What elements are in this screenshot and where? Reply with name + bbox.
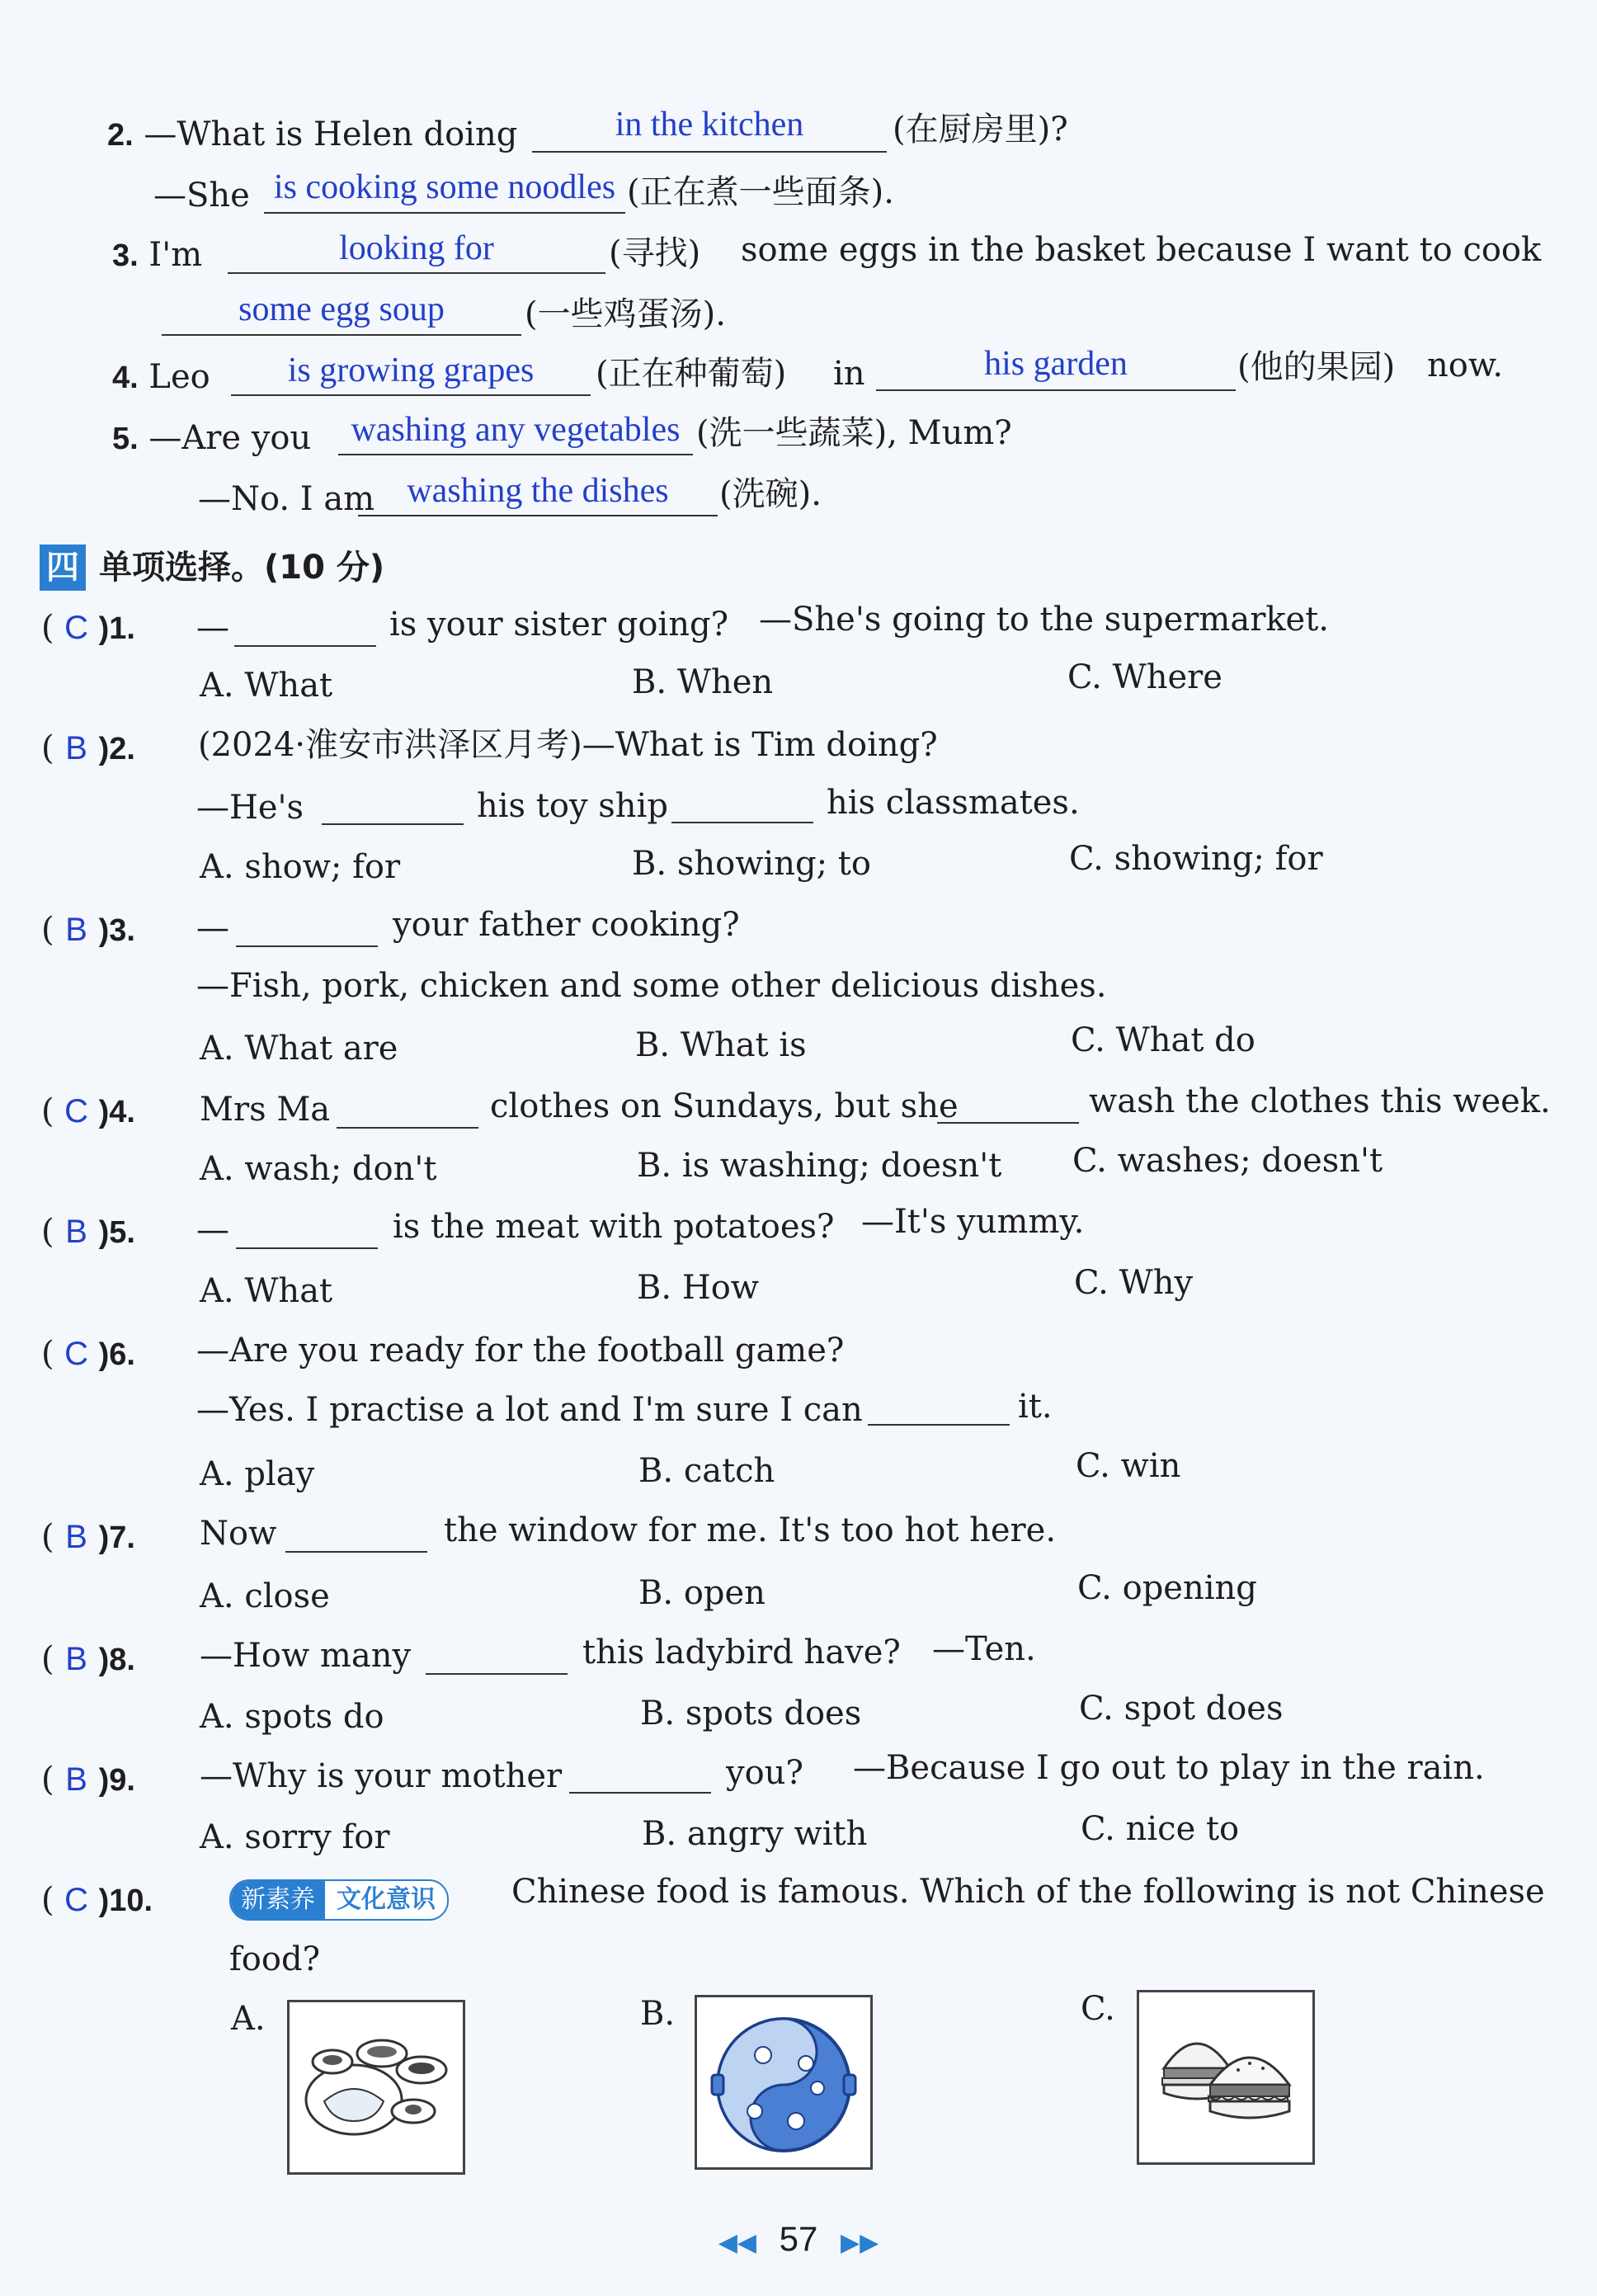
q4s4-option-b[interactable]: B. is washing; doesn't bbox=[637, 1147, 1002, 1185]
q2-line2-prefix: —She bbox=[153, 177, 250, 215]
q2s4-answer: B bbox=[65, 730, 87, 766]
q8-answer-paren: ( B )8. bbox=[41, 1640, 135, 1678]
q8-number: )8. bbox=[98, 1643, 135, 1677]
q10-stem2: food? bbox=[229, 1940, 321, 1978]
q2s4-blank2 bbox=[671, 822, 813, 823]
q6-option-b[interactable]: B. catch bbox=[638, 1452, 775, 1490]
q2-line1-prefix: —What is Helen doing bbox=[144, 116, 518, 153]
q8-option-c[interactable]: C. spot does bbox=[1079, 1690, 1284, 1728]
q3s4-stem2: —Fish, pork, chicken and some other delicious dishes. bbox=[196, 967, 1107, 1005]
q2s4-answer-paren: ( B )2. bbox=[41, 729, 135, 767]
q3s4-number: )3. bbox=[98, 913, 135, 948]
literacy-tag bbox=[229, 1879, 449, 1921]
q3-hint2: (一些鸡蛋汤). bbox=[525, 295, 726, 333]
q7-option-a[interactable]: A. close bbox=[200, 1577, 330, 1615]
culture-tag-label: 文化意识 bbox=[325, 1881, 447, 1919]
q9-answer-paren: ( B )9. bbox=[41, 1761, 135, 1799]
q4-blank1 bbox=[231, 394, 591, 396]
q10-stem-a: Chinese food is famous. Which of the following is not Chinese bbox=[511, 1873, 1545, 1911]
q3-number: 3. bbox=[112, 238, 139, 273]
q2-hint2: (正在煮一些面条). bbox=[627, 173, 894, 211]
q10-answer-paren: ( C )10. bbox=[41, 1881, 153, 1919]
q6-stem2-b: it. bbox=[1018, 1388, 1053, 1426]
q7-blank bbox=[285, 1551, 427, 1553]
q6-option-a[interactable]: A. play bbox=[200, 1455, 315, 1493]
q5-line2-prefix: —No. I am bbox=[198, 480, 375, 518]
q3s4-option-c[interactable]: C. What do bbox=[1071, 1021, 1255, 1059]
q4-line1 bbox=[112, 356, 210, 398]
section-four-title: 单项选择。(10 分) bbox=[99, 549, 385, 587]
q4-prefix: Leo bbox=[148, 358, 210, 396]
q4s4-stem-b: clothes on Sundays, but she bbox=[490, 1087, 959, 1125]
q4-answer2: his garden bbox=[984, 345, 1128, 383]
q3-answer2: some egg soup bbox=[238, 290, 445, 328]
q9-stem-a: —Why is your mother bbox=[200, 1757, 563, 1795]
q8-stem-b: this ladybird have? bbox=[582, 1634, 901, 1671]
q10-answer: C bbox=[64, 1882, 89, 1918]
q5s4-blank bbox=[236, 1247, 378, 1249]
q6-number: )6. bbox=[98, 1337, 135, 1372]
q3s4-blank bbox=[236, 945, 378, 947]
q2s4-option-a[interactable]: A. show; for bbox=[200, 848, 401, 886]
page-footer bbox=[0, 2219, 1597, 2259]
q5-line1-prefix: —Are you bbox=[148, 419, 312, 457]
q5-blank2 bbox=[358, 515, 718, 516]
q4s4-blank2 bbox=[937, 1122, 1079, 1124]
q6-answer-paren: ( C )6. bbox=[41, 1335, 135, 1373]
q2s4-blank1 bbox=[322, 823, 464, 825]
q3s4-answer-paren: ( B )3. bbox=[41, 911, 135, 949]
q4s4-answer: C bbox=[64, 1093, 89, 1129]
q4s4-stem-c: wash the clothes this week. bbox=[1089, 1082, 1551, 1120]
q4s4-number: )4. bbox=[98, 1095, 135, 1129]
q5-line1 bbox=[112, 417, 311, 460]
q2-number: 2. bbox=[107, 118, 134, 153]
q8-option-b[interactable]: B. spots does bbox=[640, 1695, 862, 1733]
q1-stem-b: is your sister going? bbox=[389, 606, 729, 644]
hot-pot-icon[interactable] bbox=[695, 1995, 873, 2170]
q5-answer1: washing any vegetables bbox=[351, 411, 681, 449]
q5s4-stem-b: is the meat with potatoes? bbox=[393, 1208, 835, 1246]
q3-line1 bbox=[112, 234, 202, 276]
q7-option-b[interactable]: B. open bbox=[638, 1574, 766, 1612]
q8-stem-a: —How many bbox=[200, 1637, 412, 1675]
q4-mid: in bbox=[833, 355, 865, 393]
q6-option-c[interactable]: C. win bbox=[1076, 1447, 1181, 1485]
q8-option-a[interactable]: A. spots do bbox=[200, 1698, 384, 1736]
q2-blank1 bbox=[532, 151, 887, 153]
q1-stem-c: —She's going to the supermarket. bbox=[759, 601, 1330, 639]
q3-answer1: looking for bbox=[339, 229, 494, 267]
literacy-tag-label: 新素养 bbox=[231, 1881, 325, 1919]
next-page-icon[interactable]: ▶▶ bbox=[841, 2229, 879, 2256]
q2s4-stem2-b: his toy ship bbox=[477, 787, 668, 825]
q5s4-number: )5. bbox=[98, 1215, 135, 1250]
q3s4-option-b[interactable]: B. What is bbox=[635, 1026, 807, 1064]
q2s4-option-c[interactable]: C. showing; for bbox=[1069, 840, 1323, 878]
q2s4-stem2-c: his classmates. bbox=[827, 784, 1080, 822]
q2s4-option-b[interactable]: B. showing; to bbox=[632, 845, 871, 883]
q5-hint2: (洗碗). bbox=[719, 475, 822, 513]
q7-number: )7. bbox=[98, 1520, 135, 1555]
q3s4-option-a[interactable]: A. What are bbox=[200, 1030, 398, 1068]
q2-blank2 bbox=[264, 212, 625, 214]
q3-blank1 bbox=[228, 272, 605, 274]
q5s4-stem-c: —It's yummy. bbox=[861, 1203, 1085, 1241]
q3-hint1: (寻找) bbox=[609, 234, 701, 272]
prev-page-icon[interactable]: ◀◀ bbox=[718, 2229, 756, 2256]
q4-number: 4. bbox=[112, 361, 139, 395]
q6-blank bbox=[868, 1424, 1010, 1426]
q1-stem-a: — bbox=[196, 609, 229, 647]
q5s4-stem-a: — bbox=[196, 1211, 229, 1249]
q7-answer: B bbox=[65, 1519, 87, 1555]
q9-option-c[interactable]: C. nice to bbox=[1081, 1810, 1240, 1848]
q9-number: )9. bbox=[98, 1763, 135, 1798]
q8-answer: B bbox=[65, 1641, 87, 1677]
page-number: 57 bbox=[779, 2219, 818, 2258]
q5-answer2: washing the dishes bbox=[407, 472, 669, 510]
q4-blank2 bbox=[876, 389, 1236, 391]
q1-answer: C bbox=[64, 610, 89, 646]
q1-option-a[interactable]: A. What bbox=[200, 667, 333, 705]
q6-answer: C bbox=[64, 1336, 89, 1372]
q2s4-stem2-a: —He's bbox=[196, 789, 304, 827]
q4s4-blank1 bbox=[337, 1127, 478, 1129]
q6-stem2-a: —Yes. I practise a lot and I'm sure I can bbox=[196, 1391, 863, 1429]
q2s4-number: )2. bbox=[98, 732, 135, 766]
q2-line1 bbox=[107, 114, 517, 156]
dim-sum-plates-icon[interactable] bbox=[287, 2000, 465, 2175]
q9-stem-b: you? bbox=[726, 1754, 803, 1792]
q5-number: 5. bbox=[112, 422, 139, 456]
q3-prefix: I'm bbox=[148, 236, 203, 274]
q4-hint2: (他的果园) bbox=[1237, 348, 1396, 386]
q9-answer: B bbox=[65, 1761, 87, 1798]
q3-mid: some eggs in the basket because I want to cook bbox=[741, 231, 1542, 269]
q3s4-stem-b: your father cooking? bbox=[393, 906, 740, 944]
q9-option-b[interactable]: B. angry with bbox=[642, 1815, 868, 1853]
q4s4-option-a[interactable]: A. wash; don't bbox=[200, 1150, 437, 1188]
q8-blank bbox=[426, 1673, 568, 1675]
q5s4-option-a[interactable]: A. What bbox=[200, 1272, 333, 1310]
q4-hint1: (正在种葡萄) bbox=[596, 355, 787, 393]
q4s4-answer-paren: ( C )4. bbox=[41, 1092, 135, 1130]
q3s4-stem-a: — bbox=[196, 909, 229, 947]
q1-option-c[interactable]: C. Where bbox=[1067, 658, 1222, 696]
q4-answer1: is growing grapes bbox=[287, 351, 535, 389]
q5s4-answer: B bbox=[65, 1214, 87, 1250]
q9-stem-c: —Because I go out to play in the rain. bbox=[853, 1749, 1485, 1787]
q5-blank1 bbox=[338, 454, 693, 455]
q7-stem-a: Now bbox=[200, 1515, 277, 1553]
section-four-badge: 四 bbox=[40, 545, 86, 591]
q4-suffix: now. bbox=[1427, 347, 1504, 384]
q1-blank bbox=[234, 645, 376, 647]
q3s4-answer: B bbox=[65, 912, 87, 948]
q2-answer1: in the kitchen bbox=[615, 106, 804, 144]
q7-stem-b: the window for me. It's too hot here. bbox=[444, 1511, 1057, 1549]
q2-answer2: is cooking some noodles bbox=[273, 168, 616, 206]
q2s4-stem-a: (2024·淮安市洪泽区月考)—What is Tim doing? bbox=[198, 726, 938, 764]
q9-option-a[interactable]: A. sorry for bbox=[200, 1818, 390, 1856]
q6-stem-a: —Are you ready for the football game? bbox=[196, 1332, 845, 1370]
q5-hint1: (洗一些蔬菜), Mum? bbox=[696, 414, 1012, 452]
q7-answer-paren: ( B )7. bbox=[41, 1518, 135, 1556]
q10-option-a[interactable]: A. bbox=[231, 2000, 266, 2038]
q1-number: )1. bbox=[98, 611, 135, 646]
q1-option-b[interactable]: B. When bbox=[632, 663, 774, 701]
q10-option-c[interactable]: C. bbox=[1081, 1990, 1115, 2028]
q8-stem-c: —Ten. bbox=[932, 1630, 1036, 1668]
q7-option-c[interactable]: C. opening bbox=[1077, 1569, 1257, 1607]
q2-hint1: (在厨房里)? bbox=[893, 111, 1068, 149]
q4s4-option-c[interactable]: C. washes; doesn't bbox=[1072, 1142, 1383, 1180]
q4s4-stem-a: Mrs Ma bbox=[200, 1091, 331, 1129]
q5s4-answer-paren: ( B )5. bbox=[41, 1213, 135, 1251]
q9-blank bbox=[569, 1792, 711, 1794]
q10-number: )10. bbox=[98, 1883, 153, 1918]
q5s4-option-c[interactable]: C. Why bbox=[1074, 1264, 1194, 1302]
q3-blank2 bbox=[162, 334, 521, 336]
q10-option-b[interactable]: B. bbox=[640, 1995, 676, 2033]
q5s4-option-b[interactable]: B. How bbox=[637, 1269, 760, 1307]
hamburgers-icon[interactable] bbox=[1137, 1990, 1315, 2165]
q1-answer-paren: ( C )1. bbox=[41, 609, 135, 647]
